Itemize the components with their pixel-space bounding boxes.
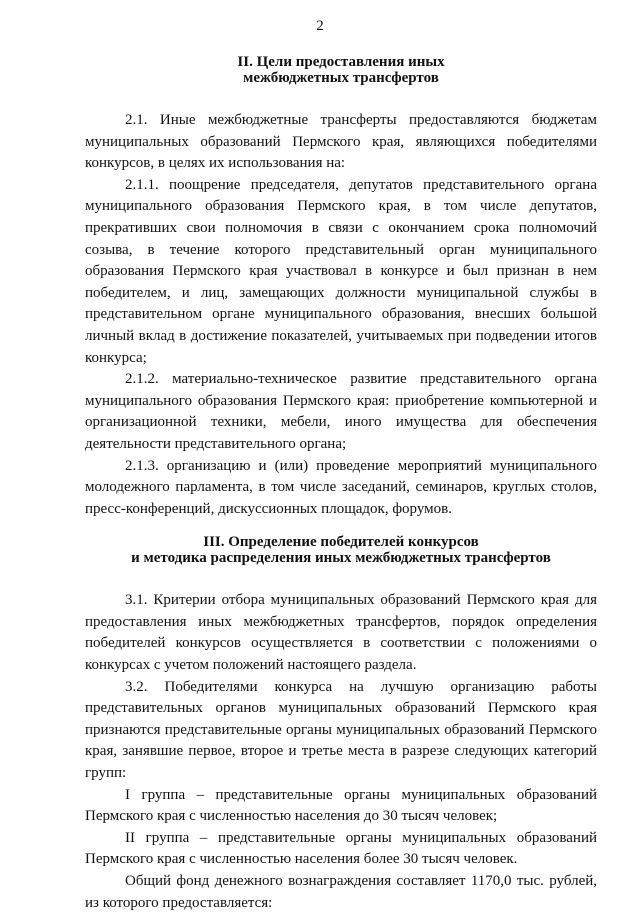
- section-3-heading-line-2: и методика распределения иных межбюджетных трансфертов: [131, 550, 551, 567]
- paragraph-3-2: 3.2. Победителями конкурса на лучшую организацию работы представительных органов муниципальных образований Пермского края признаются представительные органы муниципальных образований Пермского края, занявшие первое, второе и третье места в разрезе следующих категорий групп:: [85, 678, 597, 782]
- paragraph-2-1-1: 2.1.1. поощрение председателя, депутатов представительного органа муниципального образования Пермского края, в том числе депутатов, прекративших свои полномочия в связи с окончанием срока полномочий созыва, в течение которого представительный орган муниципального образования Пермского края участвовал в конкурсе и был признан в нем победителем, и лиц, замещающих должности муниципальной службы в представительном органе муниципального образования, внесших большой личный вклад в достижение показателей, учитываемых при подведении итогов конкурса;: [85, 176, 597, 366]
- section-3-heading-line-1: III. Определение победителей конкурсов: [203, 534, 479, 551]
- paragraph-fund: Общий фонд денежного вознаграждения составляет 1170,0 тыс. рублей, из которого предоставляется:: [85, 873, 597, 911]
- paragraph-2-1-3: 2.1.3. организацию и (или) проведение мероприятий муниципального молодежного парламента, в том числе заседаний, семинаров, круглых столов, пресс-конференций, дискуссионных площадок, форумов.: [85, 457, 597, 517]
- page-number: 2: [316, 18, 324, 34]
- paragraph-3-1: 3.1. Критерии отбора муниципальных образований Пермского края для предоставления иных межбюджетных трансфертов, порядок определения победителей конкурсов осуществляется в соответствии с положениями о конкурсах с учетом положений настоящего раздела.: [85, 592, 597, 674]
- section-3-heading: [85, 534, 597, 566]
- paragraph-group-2: II группа – представительные органы муниципальных образований Пермского края с численностью населения более 30 тысяч человек.: [85, 829, 597, 868]
- paragraph-group-1: I группа – представительные органы муниципальных образований Пермского края с численностью населения до 30 тысяч человек;: [85, 786, 597, 825]
- section-2-heading-line-1: II. Цели предоставления иных: [237, 54, 445, 70]
- section-2-heading: [85, 54, 597, 86]
- paragraph-2-1: 2.1. Иные межбюджетные трансферты предоставляются бюджетам муниципальных образований Пермского края, являющихся победителями конкурсов, в целях их использования на:: [85, 112, 597, 172]
- document-body: [85, 54, 597, 914]
- paragraph-2-1-2: 2.1.2. материально-техническое развитие представительного органа муниципального образования Пермского края: приобретение компьютерной и организационной техники, мебели, иного имущества для обеспечения деятельности представительного органа;: [85, 371, 597, 452]
- section-2-heading-line-2: межбюджетных трансфертов: [243, 70, 439, 86]
